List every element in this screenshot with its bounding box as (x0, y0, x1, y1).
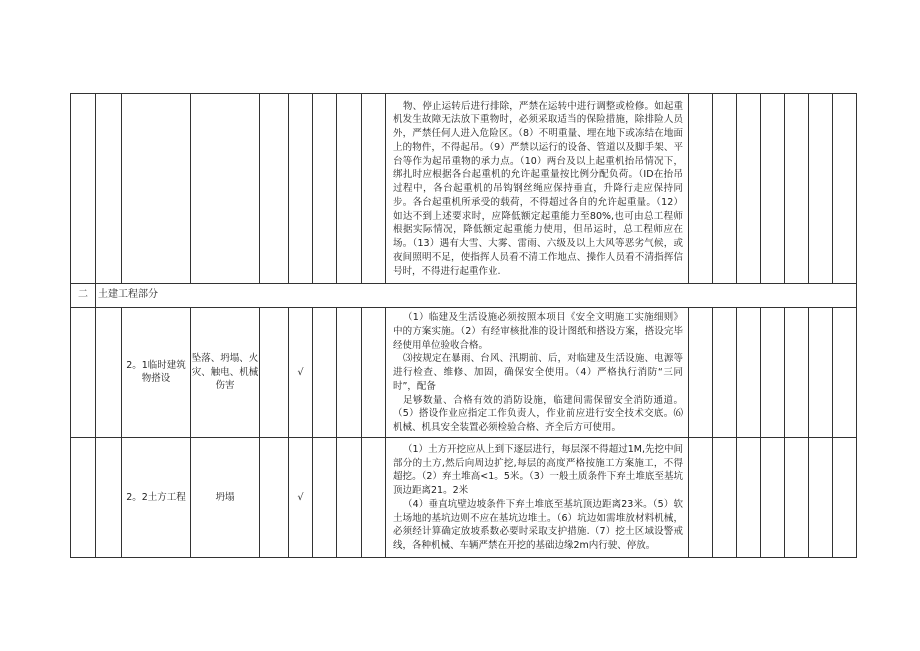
cell-measures (386, 94, 689, 284)
cell-blank (737, 308, 761, 438)
cell-blank (260, 437, 289, 557)
measure-text: （1）临建及生活设施必须按照本项目《安全文明施工实施细则》中的方案实施。（2）有经审核批准的设计图纸和搭设方案，搭设完毕经使用单位验收合格。 (393, 312, 683, 351)
cell-blank (260, 94, 289, 284)
cell-blank (809, 94, 833, 284)
section-number: 二 (71, 284, 96, 308)
cell-blank (833, 308, 857, 438)
cell-number (71, 94, 96, 284)
cell-blank (362, 308, 386, 438)
table-row (71, 437, 857, 557)
cell-blank (362, 437, 386, 557)
cell-blank (785, 308, 809, 438)
cell-blank (96, 437, 122, 557)
cell-blank (689, 308, 713, 438)
cell-blank (313, 308, 337, 438)
cell-blank (809, 437, 833, 557)
cell-blank (809, 308, 833, 438)
cell-blank (313, 437, 337, 557)
cell-item: 2。1临时建筑物搭设 (122, 308, 191, 438)
table-row (71, 94, 857, 284)
cell-blank (833, 94, 857, 284)
cell-blank (337, 94, 362, 284)
cell-hazard (191, 94, 260, 284)
measure-text: ⑶按规定在暴雨、台风、汛期前、后，对临建及生活设施、电源等进行检查、维修、加固，确保安全使用。（4）严格执行消防“三同时”，配备 (393, 353, 683, 392)
cell-blank (785, 437, 809, 557)
cell-number (71, 437, 96, 557)
cell-blank (785, 94, 809, 284)
measure-text: 物、停止运转后进行排除，严禁在运转中进行调整或检修。如起重机发生故障无法放下重物时，必须采取适当的保险措施，除排险人员外，严禁任何人进入危险区。（8）不明重量、埋在地下或冻结在地面上的物件，不得起吊。（9）严禁以运行的设备、管道以及脚手架、平台等作为起吊重物的承力点。（10）两台及以上起重机抬吊情况下，绑扎时应根据各台起重机的允许起重量按比例分配负荷。（ID在抬吊过程中，各台起重机的吊钩钢丝绳应保持垂直，升降行走应保持同步。各台起重机所承受的载荷，不得超过各自的允许起重量。（12）如达不到上述要求时，应降低额定起重能力至80%,也可由总工程师根据实际情况，降低额定起重能力使用，但吊运时，总工程师应在场。（13）遇有大雪、大雾、雷雨、六级及以上大风等恶劣气候，或夜间照明不足，使指挥人员看不清工作地点、操作人员看不清指挥信号时，不得进行起重作业. (393, 100, 683, 277)
cell-blank (260, 308, 289, 438)
cell-blank (689, 437, 713, 557)
measure-text: 足够数量、合格有效的消防设施，临建间需保留安全消防通道。（5）搭设作业应指定工作负责人，作业前应进行安全技术交底。⑹机械、机具安全装置必须检验合格、齐全后方可使用。 (393, 394, 683, 434)
cell-blank (737, 94, 761, 284)
cell-blank (737, 437, 761, 557)
cell-blank (713, 437, 737, 557)
cell-blank (713, 94, 737, 284)
cell-blank (761, 437, 785, 557)
cell-blank (96, 94, 122, 284)
cell-blank (761, 94, 785, 284)
cell-item (122, 94, 191, 284)
cell-hazard: 坍塌 (191, 437, 260, 557)
measure-text: （4）垂直坑壁边坡条件下弃土堆底至基坑顶边距离23米。（5）软土场地的基坑边则不应在基坑边堆土。（6）坑边如需堆放材料机械，必须经计算确定放坡系数必要时采取支护措施.（7）挖土区域设警戒线，各种机械、车辆严禁在开挖的基础边缘2m内行驶、停放。 (393, 498, 683, 552)
cell-measures (386, 308, 689, 438)
check-mark: √ (289, 308, 313, 438)
risk-control-table (70, 93, 857, 558)
cell-item: 2。2土方工程 (122, 437, 191, 557)
table-row (71, 308, 857, 438)
cell-number (71, 308, 96, 438)
measure-text: （1）土方开挖应从上到下逐层进行，每层深不得超过1M,先挖中间部分的土方,然后向周边扩挖,每层的高度严格按施工方案施工，不得超挖。（2）弃土堆高<1。5米。（3）一般土质条件下弃土堆底至基坑顶边距离21。2米 (393, 443, 683, 497)
cell-blank (761, 308, 785, 438)
cell-blank (337, 308, 362, 438)
cell-hazard: 坠落、坍塌、火灾、触电、机械伤害 (191, 308, 260, 438)
cell-measures (386, 437, 689, 557)
cell-blank (713, 308, 737, 438)
cell-blank (362, 94, 386, 284)
section-row (71, 284, 857, 308)
cell-blank (96, 308, 122, 438)
cell-blank (689, 94, 713, 284)
cell-blank (313, 94, 337, 284)
cell-blank (833, 437, 857, 557)
check-mark: √ (289, 437, 313, 557)
cell-blank (337, 437, 362, 557)
cell-blank (289, 94, 313, 284)
section-title: 土建工程部分 (96, 284, 857, 308)
